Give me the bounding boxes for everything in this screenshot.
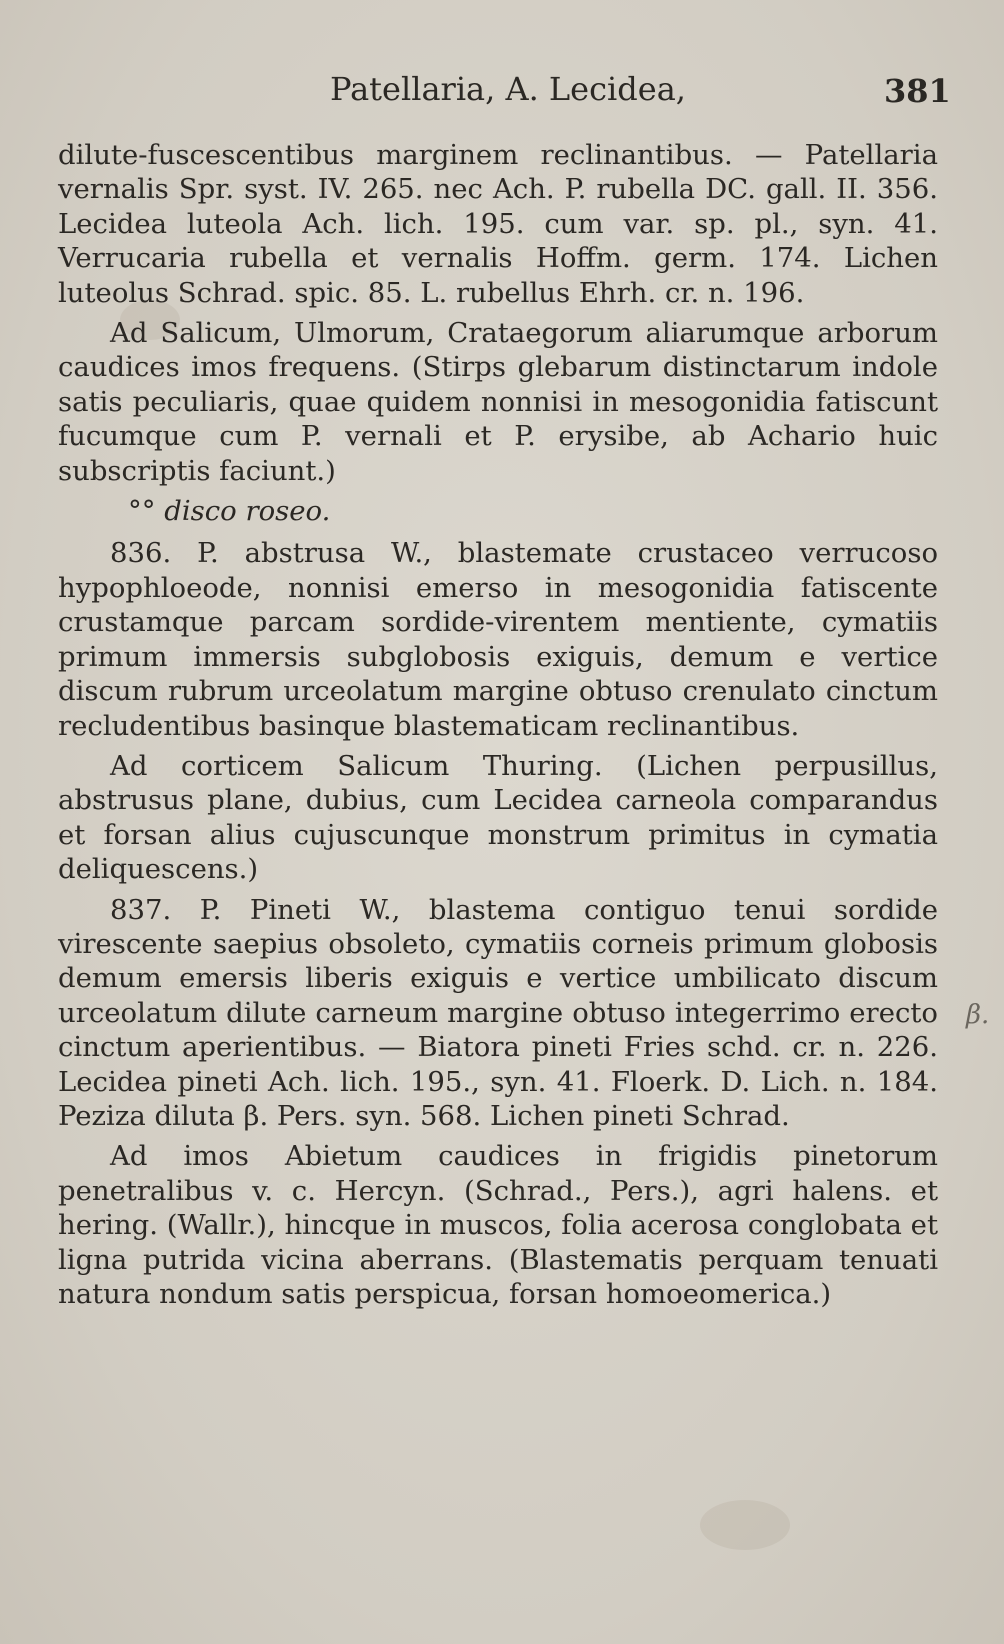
page-number: 381 xyxy=(884,72,951,110)
species-837-habitat: Ad imos Abietum caudices in frigidis pinetorum penetralibus v. c. Hercyn. (Schrad., Pers.), agri halens. et hering. (Wallr.), hincque in muscos, folia acerosa conglobata et ligna putrida vicina aberrans. (Blastematis perquam tenuati natura nondum satis perspicua, forsan homoeomerica.) xyxy=(58,1140,938,1310)
margin-note: β. xyxy=(966,1000,990,1030)
page-header xyxy=(0,70,1004,110)
paragraph-habitat: Ad Salicum, Ulmorum, Crataegorum aliarumque arborum caudices imos frequens. (Stirps glebarum distinctarum indole satis peculiaris, quae quidem nonnisi in mesogonidia fatiscunt fucumque cum P. vernali et P. erysibe, ab Achario huic subscriptis faciunt.) xyxy=(58,317,938,487)
species-837-description: 837. P. Pineti W., blastema contiguo tenui sordide virescente saepius obsoleto, cymatiis corneis primum globosis demum emersis liberis exiguis e vertice umbilicato discum urceolatum dilute carneum margine obtuso integerrimo erecto cinctum aperientibus. — Biatora pineti Fries schd. cr. n. 226. Lecidea pineti Ach. lich. 195., syn. 41. Floerk. D. Lich. n. 184. Peziza diluta β. Pers. syn. 568. Lichen pineti Schrad. xyxy=(58,893,938,1132)
running-title: Patellaria, A. Lecidea, xyxy=(330,70,686,108)
species-836-description: 836. P. abstrusa W., blastemate crustaceo verrucoso hypophloeode, nonnisi emerso in mesogonidia fatiscente crustamque parcam sordide-virentem mentiente, cymatiis primum immersis subglobosis exiguis, demum e vertice discum rubrum urceolatum margine obtuso crenulato cinctum recludentibus basinque blastematicam reclinantibus. xyxy=(58,537,938,742)
species-836-habitat: Ad corticem Salicum Thuring. (Lichen perpusillus, abstrusus plane, dubius, cum Lecidea carneola comparandus et forsan alius cujuscunque monstrum primitus in cymatia deliquescens.) xyxy=(58,749,938,886)
section-subheading: °° disco roseo. xyxy=(128,495,331,528)
body-text xyxy=(58,138,938,1311)
paper-stain xyxy=(700,1500,790,1550)
paragraph-synonymy: dilute-fuscescentibus marginem reclinantibus. — Patellaria vernalis Spr. syst. IV. 265. nec Ach. P. rubella DC. gall. II. 356. Lecidea luteola Ach. lich. 195. cum var. sp. pl., syn. 41. Verrucaria rubella et vernalis Hoffm. germ. 174. Lichen luteolus Schrad. spic. 85. L. rubellus Ehrh. cr. n. 196. xyxy=(58,139,938,309)
